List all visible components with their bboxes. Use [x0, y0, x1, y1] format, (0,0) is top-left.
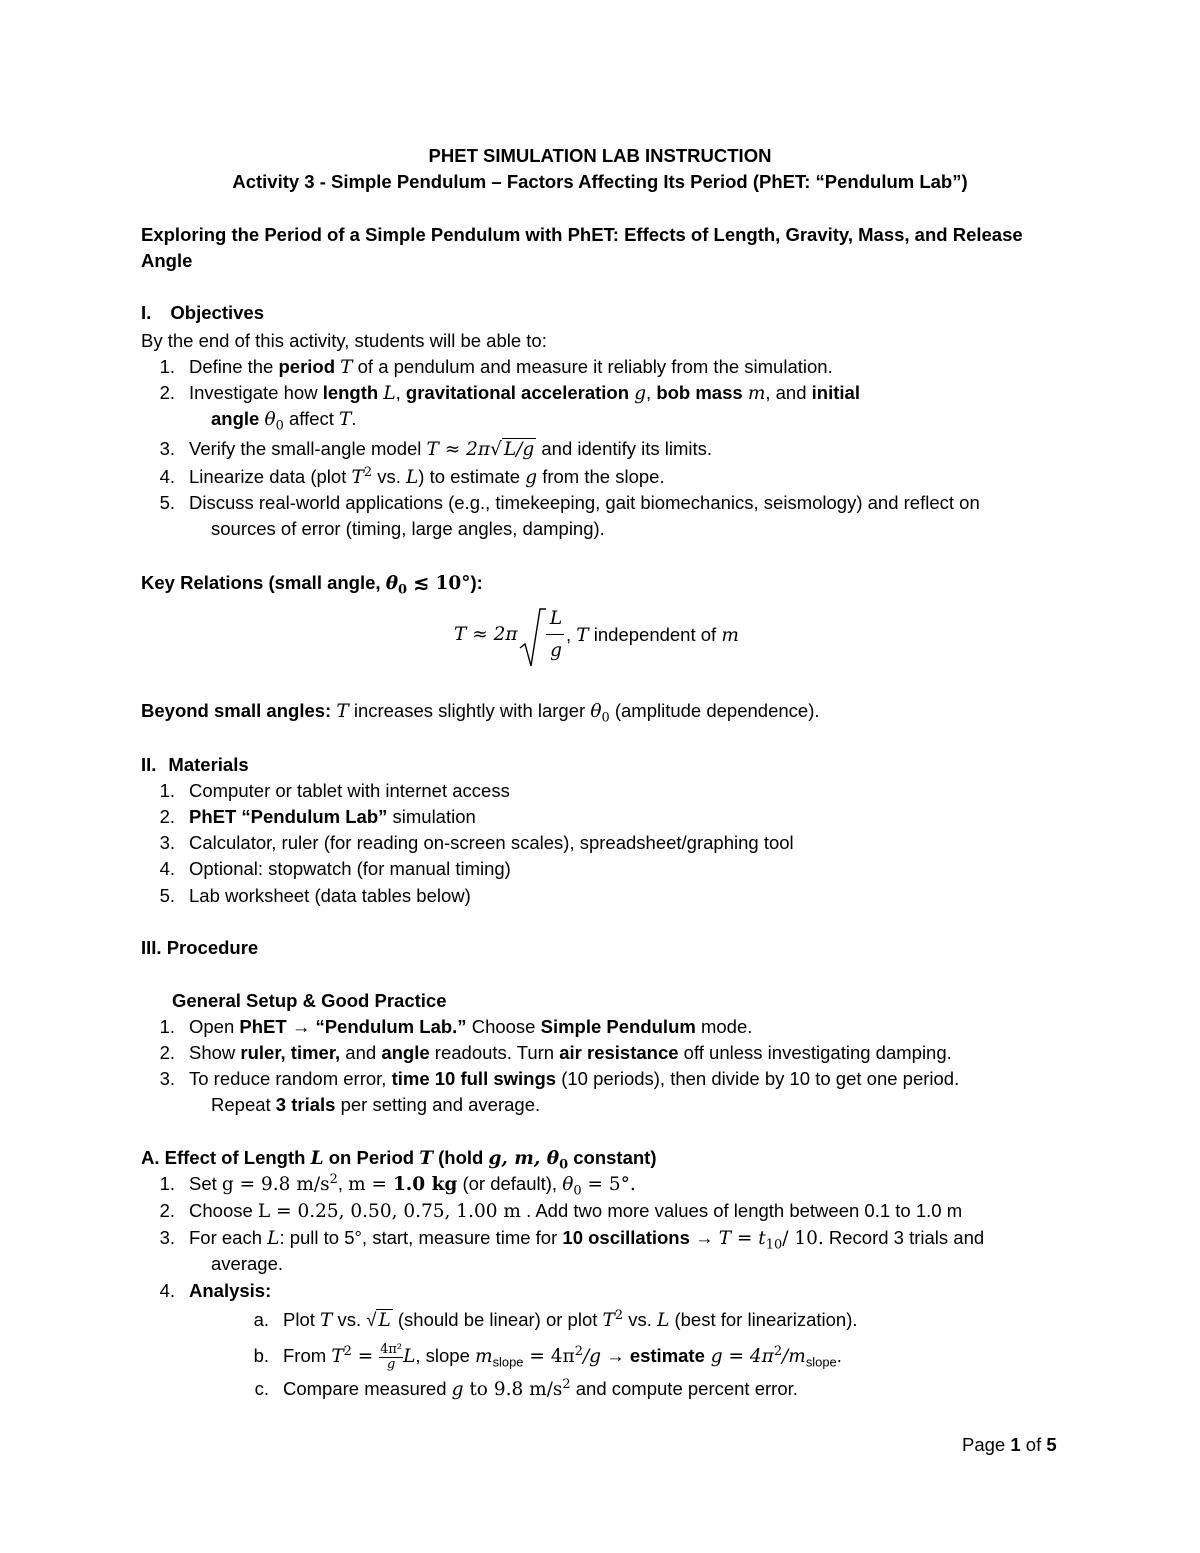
section-a-item: 3. For each L: pull to 5°, start, measure time for 10 oscillations → $T = t_{10}/$ 10. Record 3 trials and [159, 1227, 985, 1253]
objective-item-continuation: angle $\theta_0$ affect T. [211, 408, 357, 434]
section-a-item: 1. Set g = 9.8 $m/s^2$, m = 1.0 kg (or default), $\theta_0 = 5^\circ$. [159, 1171, 636, 1199]
document-title: PHET SIMULATION LAB INSTRUCTION [428, 145, 772, 166]
objectives-heading-text: Objectives [170, 302, 264, 323]
setup-item: 2. Show ruler, timer, and angle readouts. Turn air resistance off unless investigating damping. [159, 1042, 952, 1063]
procedure-heading: III. Procedure [141, 937, 259, 958]
objective-item: 2. Investigate how length L, gravitational acceleration g, bob mass m, and initial [159, 382, 860, 404]
objective-item: 1. Define the period T of a pendulum and measure it reliably from the simulation. [159, 356, 833, 378]
material-item: 1. Computer or tablet with internet access [159, 780, 510, 801]
activity-title: Activity 3 - Simple Pendulum – Factors Affecting Its Period (PhET: “Pendulum Lab”) [232, 171, 968, 192]
subtitle-line-2: Angle [141, 250, 193, 271]
setup-item-continuation: Repeat 3 trials per setting and average. [211, 1094, 541, 1115]
objective-item: 4. Linearize data (plot $T^2$ vs. L) to estimate g from the slope. [159, 464, 665, 488]
objective-item: 3. Verify the small-angle model T ≈ 2π√ L/g and identify its limits. [159, 438, 713, 460]
analysis-item: a. Plot T vs. √ L (should be linear) or plot $T^2$ vs. L (best for linearization). [253, 1307, 858, 1331]
section-a-heading: A. Effect of Length L on Period T (hold g, m, $\theta_0$ constant) [141, 1147, 657, 1173]
analysis-item: c. Compare measured g to 9.8 $m/s^2$ and compute percent error. [254, 1376, 798, 1400]
sqrt-symbol: √ [490, 439, 502, 460]
section-a-item: 4. Analysis: [159, 1280, 272, 1301]
page-number: Page 1 of 5 [962, 1434, 1057, 1455]
fraction-bar [546, 634, 564, 635]
subtitle-line-1: Exploring the Period of a Simple Pendulum with PhET: Effects of Length, Gravity, Mass, and Release [141, 224, 1023, 245]
material-item: 2. PhET “Pendulum Lab” simulation [159, 806, 476, 827]
setup-item: 1. Open PhET → “Pendulum Lab.” Choose Simple Pendulum mode. [159, 1016, 753, 1037]
radical-sign-icon [518, 606, 546, 670]
analysis-item: b. From $T^2$ = $\frac{\text{4π²}}{g}$ L, slope $m_{slope} = 4\pi^2/g$ → estimate $g = 4\pi^2/m_{slope}$. [253, 1342, 842, 1372]
material-item: 5. Lab worksheet (data tables below) [159, 885, 471, 906]
fraction: $\frac{\text{4π²}}{g}$ [380, 1342, 403, 1372]
materials-heading: II. Materials [141, 754, 249, 775]
material-item: 4. Optional: stopwatch (for manual timing) [159, 858, 511, 879]
material-item: 3. Calculator, ruler (for reading on-screen scales), spreadsheet/graphing tool [159, 832, 794, 853]
setup-heading: General Setup & Good Practice [172, 990, 447, 1011]
section-a-item-continuation: average. [211, 1253, 283, 1274]
setup-item: 3. To reduce random error, time 10 full swings (10 periods), then divide by 10 to get one period. [159, 1068, 960, 1089]
objective-item-continuation: sources of error (timing, large angles, damping). [211, 518, 605, 539]
objectives-heading-number: I. [141, 302, 152, 323]
objectives-intro: By the end of this activity, students will be able to: [141, 330, 547, 351]
objectives-heading [141, 302, 264, 324]
objective-item: 5. Discuss real-world applications (e.g., timekeeping, gait biomechanics, seismology) and reflect on [159, 492, 980, 513]
beyond-small-angles: Beyond small angles: T increases slightly with larger $\theta_0$ (amplitude dependence). [141, 700, 820, 726]
section-a-item: 2. Choose L = 0.25, 0.50, 0.75, 1.00 m . Add two more values of length between 0.1 to 1.0 m [159, 1200, 963, 1222]
key-relations-heading: Key Relations (small angle, $\theta_0$ ≲ 10°): [141, 572, 483, 598]
document-page: PHET SIMULATION LAB INSTRUCTION Activity 3 - Simple Pendulum – Factors Affecting Its Period (PhET: “Pendulum Lab”) Exploring the Period of a Simple Pendulum with PhET: Effects of Length, Gravity, Mass, and Release Angle I. Objectives By the end of this activity, students will be able to: 1. Define the period T of a pendulum and measure it reliably from the simulation. 2. Investigate how length L, gravitational acceleration g, bob mass m, and initial angle $\theta_0$ affect T. 3. Verify the small-angle model T ≈ 2π√ L/g and identify its limits. 4. Linearize data (plot $T^2$ vs. L) to estimate g from the slope. 5. Discuss real-world applications (e.g., timekeeping, gait biomechanics, seismology) and reflect on sources of error (timing, large angles, damping). Key Relations (small angle, $\theta_0$ ≲ 10°): T ≈ 2π L g , T independent of m Beyond small angles: T increases slightly with larger $\theta_0$ (amplitude dependence). II. Materials 1. Computer or tablet with internet access 2. PhET “Pendulum Lab” simulation 3. Calculator, ruler (for reading on-screen scales), spreadsheet/graphing tool 4. Optional: stopwatch (for manual timing) 5. Lab worksheet (data tables below) III. Procedure General Setup & Good Practice 1. Open PhET → “Pendulum Lab.” Choose Simple Pendulum mode. 2. Show ruler, timer, and angle readouts. Turn air resistance off unless investigating damping. 3. To reduce random error, time 10 full swings (10 periods), then divide by 10 to get one period. Repeat 3 trials per setting and average. A. Effect of Length L on Period T (hold g, m, $\theta_0$ constant) 1. Set g = 9.8 $m/s^2$, m = 1.0 kg (or default), $\theta_0 = 5^\circ$. 2. Choose L = 0.25, 0.50, 0.75, 1.00 m . Add two more values of length between 0.1 to 1.0 m 3. For each L: pull to 5°, start, measure time for 10 oscillations → $T = t_{10}/$ 10. Record 3 trials and average. 4. Analysis: a. Plot T vs. √ L (should be linear) or plot $T^2$ vs. L (best for linearization). b. From $T^2$ = $\frac{\text{4π²}}{g}$ L, slope $m_{slope} = 4\pi^2/g$ → estimate $g = 4\pi^2/m_{slope}$. c. Compare measured g to 9.8 $m/s^2$ and compute percent error. Page 1 of 5 [0, 0, 1200, 1553]
